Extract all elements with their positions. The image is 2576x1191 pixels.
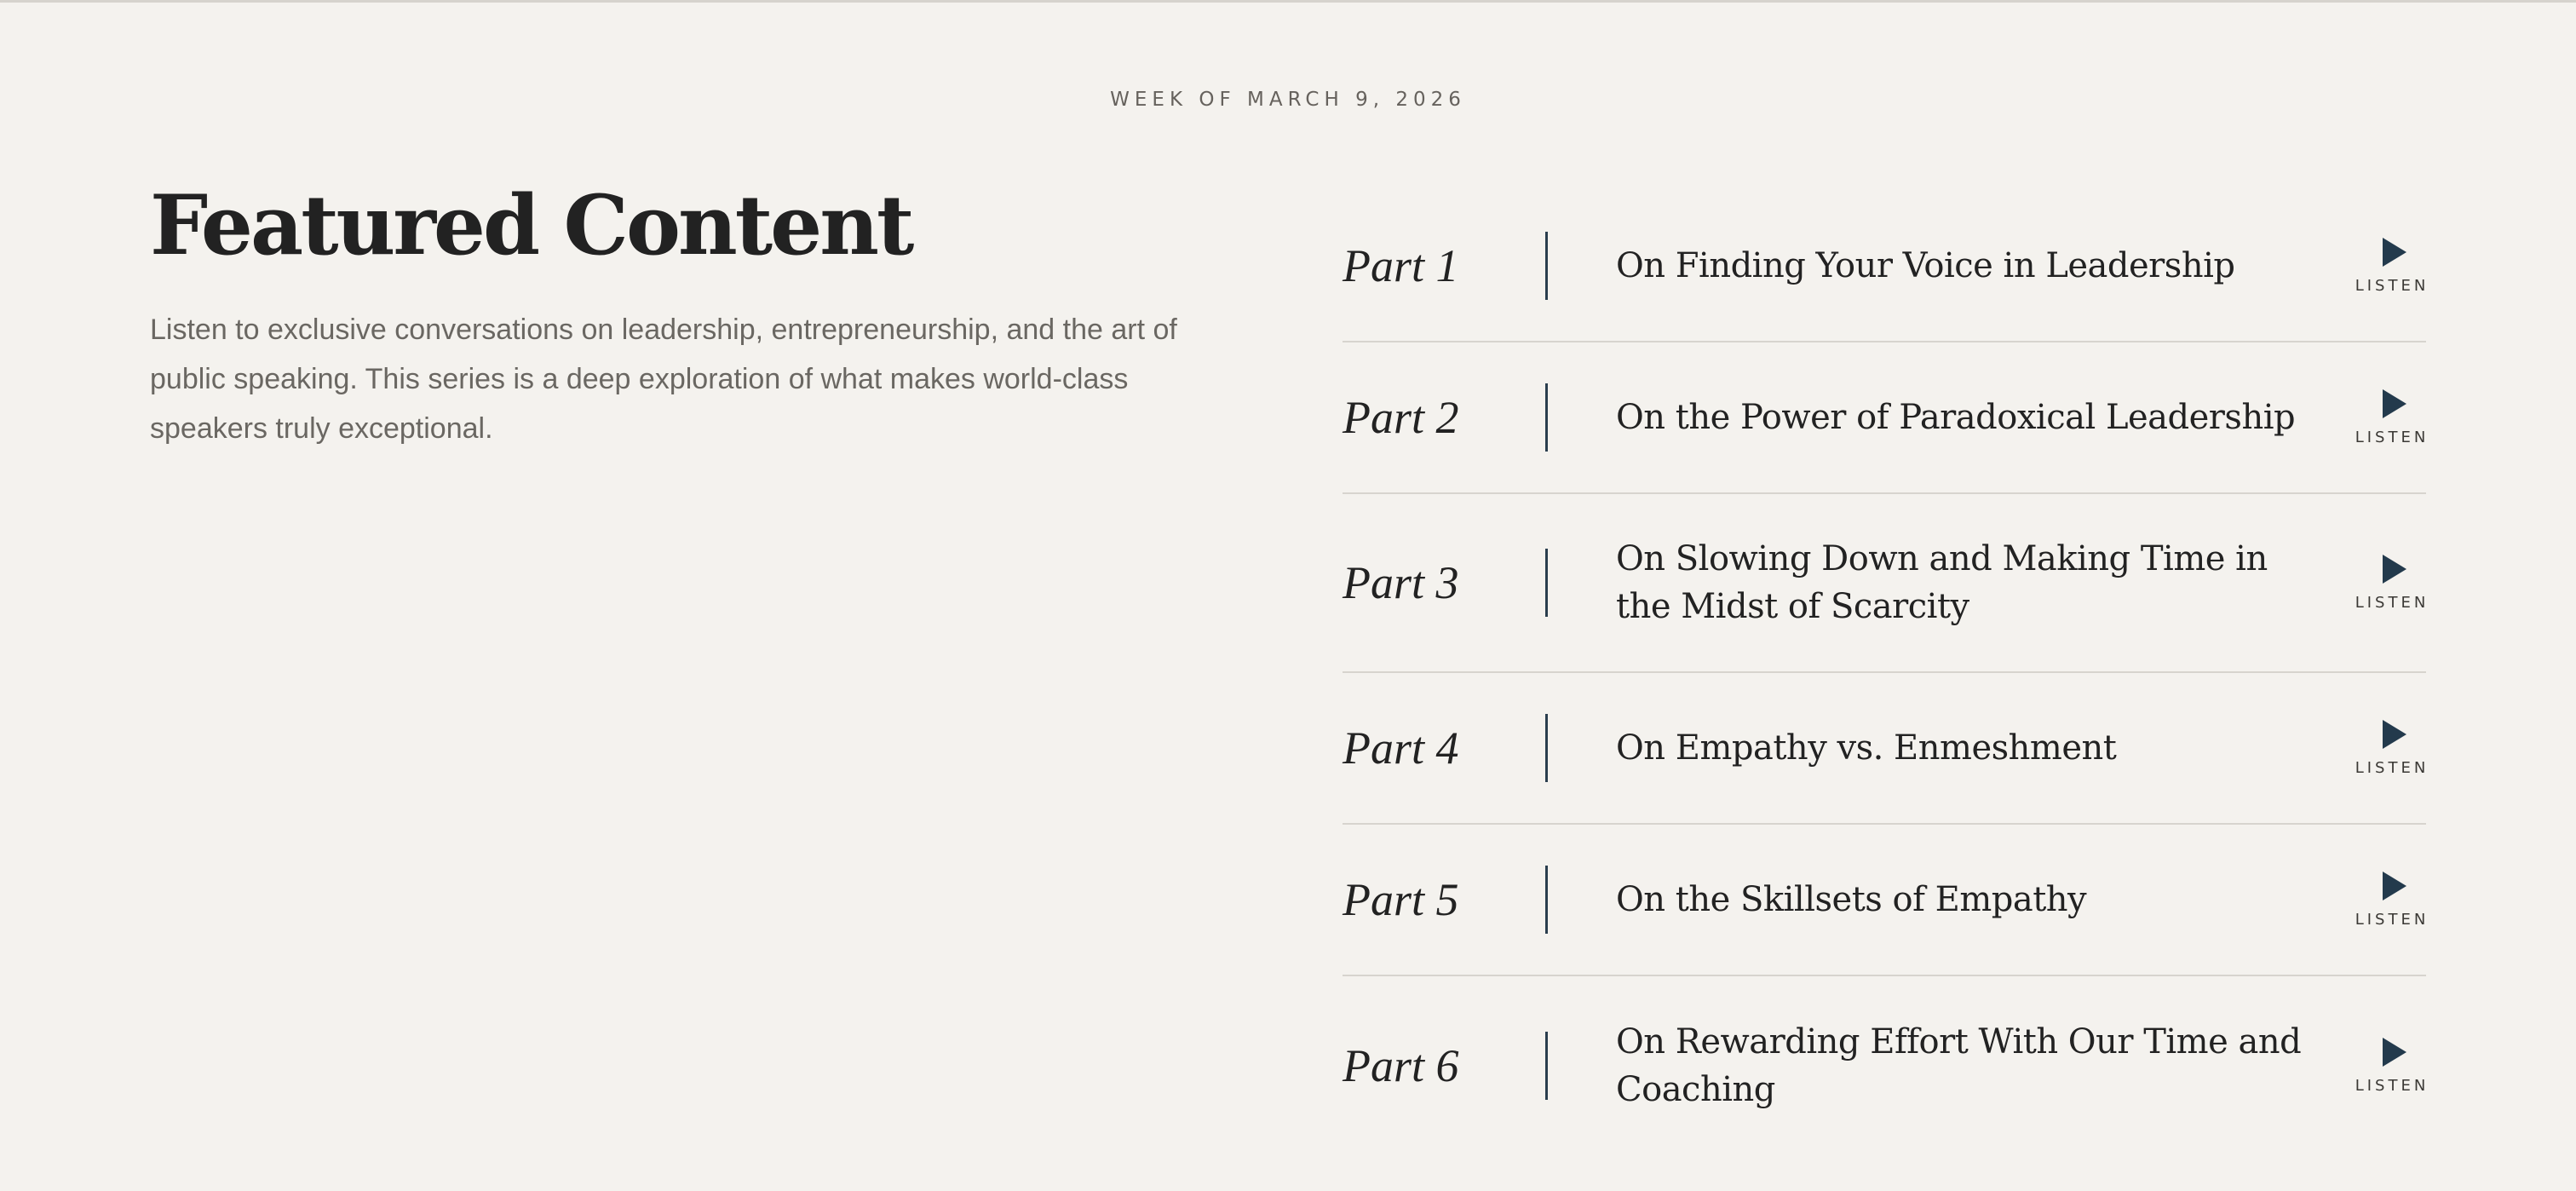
play-icon[interactable] <box>2383 720 2406 749</box>
listen-label[interactable]: LISTEN <box>2355 1076 2429 1095</box>
listen-label[interactable]: LISTEN <box>2355 758 2429 777</box>
episode-row-4 <box>1343 673 2429 825</box>
episode-title[interactable]: On the Skillsets of Empathy <box>1616 880 2087 919</box>
listen-label[interactable]: LISTEN <box>2355 593 2429 612</box>
episode-row-5 <box>1343 825 2429 976</box>
listen-button[interactable] <box>2355 238 2429 295</box>
listen-label[interactable]: LISTEN <box>2355 428 2429 446</box>
listen-label[interactable]: LISTEN <box>2355 910 2429 929</box>
listen-button[interactable] <box>2355 389 2429 446</box>
listen-label[interactable]: LISTEN <box>2355 276 2429 295</box>
listen-button[interactable] <box>2355 555 2429 612</box>
listen-button[interactable] <box>2355 872 2429 929</box>
part-label: Part 3 <box>1343 557 1459 608</box>
episode-title[interactable]: On Slowing Down and Making Time in the Midst of Scarcity <box>1616 539 2268 626</box>
episode-row-2 <box>1343 342 2429 494</box>
listen-button[interactable] <box>2355 1038 2429 1095</box>
part-label: Part 4 <box>1343 722 1459 774</box>
episode-list <box>1343 191 2429 1155</box>
week-label: WEEK OF MARCH 9, 2026 <box>1110 89 1466 111</box>
episode-title[interactable]: On the Power of Paradoxical Leadership <box>1616 398 2296 437</box>
episode-row-6 <box>1343 976 2429 1155</box>
listen-button[interactable] <box>2355 720 2429 777</box>
play-icon[interactable] <box>2383 872 2406 900</box>
part-label: Part 2 <box>1343 392 1459 443</box>
part-label: Part 6 <box>1343 1040 1459 1091</box>
episode-title[interactable]: On Empathy vs. Enmeshment <box>1616 728 2117 768</box>
section-description: Listen to exclusive conversations on leadership, entrepreneurship, and the art of public speaking. This series is a deep exploration of what makes world-class speakers truly exceptional. <box>150 314 1177 445</box>
episode-row-3 <box>1343 494 2429 673</box>
episode-row-1 <box>1343 191 2429 342</box>
play-icon[interactable] <box>2383 389 2406 418</box>
play-icon[interactable] <box>2383 1038 2406 1067</box>
play-icon[interactable] <box>2383 555 2406 584</box>
section-title: Featured Content <box>150 177 912 273</box>
part-label: Part 5 <box>1343 874 1459 925</box>
episode-title[interactable]: On Rewarding Effort With Our Time and Coaching <box>1616 1022 2302 1109</box>
top-divider <box>0 0 2576 3</box>
part-label: Part 1 <box>1343 240 1459 291</box>
episode-title[interactable]: On Finding Your Voice in Leadership <box>1616 246 2235 285</box>
play-icon[interactable] <box>2383 238 2406 267</box>
